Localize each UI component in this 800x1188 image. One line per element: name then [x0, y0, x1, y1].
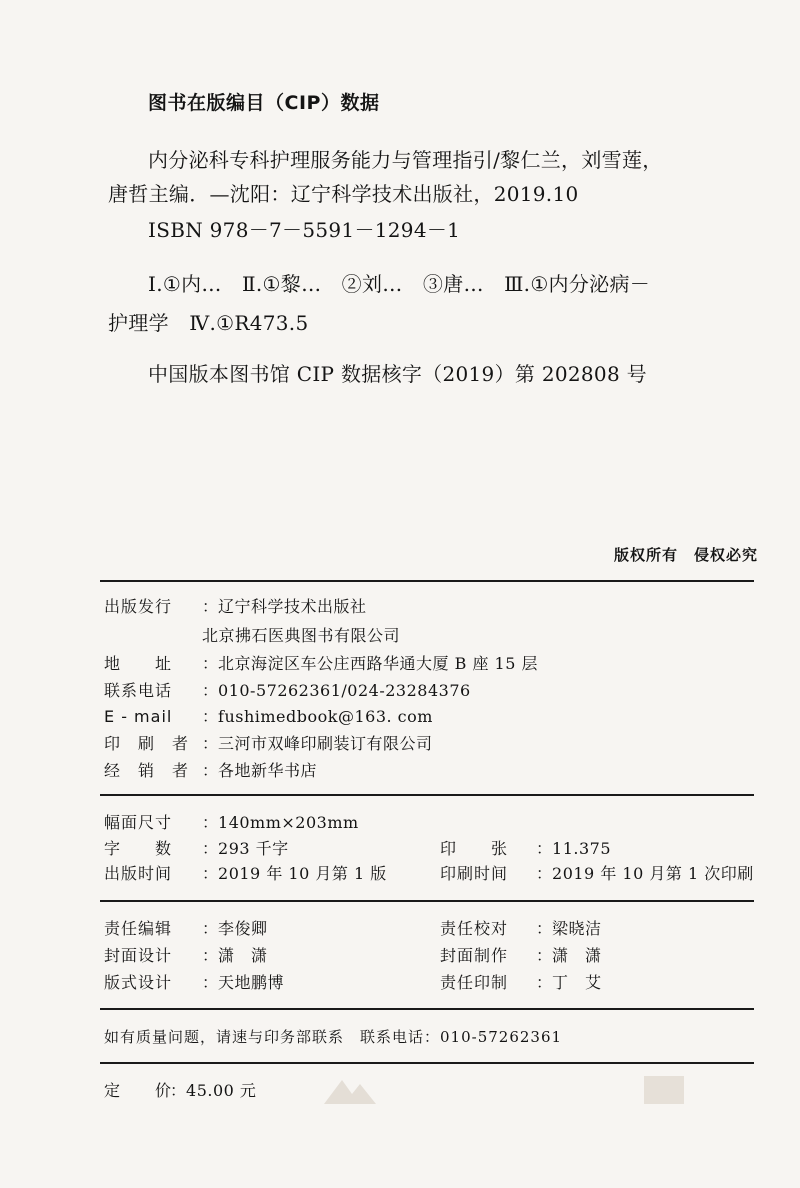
divider-rule [100, 900, 754, 902]
divider-rule [100, 794, 754, 796]
cip-heading: 图书在版编目（CIP）数据 [148, 92, 380, 114]
colon: ： [202, 946, 219, 965]
publisher-row [104, 596, 367, 618]
print-resp-value: 丁 艾 [552, 973, 602, 992]
colon: ： [202, 707, 219, 726]
phone-label: 联系电话 [104, 681, 173, 700]
address-row [104, 653, 538, 675]
colon: ： [202, 597, 219, 616]
editor-row [104, 918, 268, 940]
printdate-value: 2019 年 10 月第 1 次印刷 [552, 864, 754, 883]
size-value: 140mm×203mm [218, 813, 359, 832]
address-value: 北京海淀区车公庄西路华通大厦 B 座 15 层 [218, 654, 538, 673]
distributor-label: 经 销 者 [104, 761, 190, 780]
email-label: E - mail [104, 707, 173, 726]
pubdate-label: 出版时间 [104, 864, 173, 883]
cover-design-row [104, 945, 268, 967]
layout-design-row [104, 972, 284, 994]
colon: ： [202, 681, 219, 700]
colon: ： [536, 839, 553, 858]
colon: ： [170, 1081, 187, 1100]
colon: ： [536, 973, 553, 992]
bleed-through-publisher-logo-icon [640, 1072, 688, 1108]
editor-value: 李俊卿 [218, 919, 268, 938]
colon: ： [202, 839, 219, 858]
contact-note-text: 如有质量问题，请速与印务部联系 联系电话：010-57262361 [104, 1028, 563, 1046]
print-resp-label: 责任印制 [440, 973, 509, 992]
printdate-row [440, 863, 754, 885]
phone-row [104, 680, 471, 702]
price-row [104, 1080, 256, 1102]
colon: ： [202, 973, 219, 992]
cip-line-classification-cont: 护理学 Ⅳ.①R473.5 [108, 311, 309, 335]
colon: ： [202, 813, 219, 832]
phone-value: 010-57262361/024-23284376 [218, 681, 471, 700]
address-label: 地 址 [104, 654, 173, 673]
cover-design-value: 潇 潇 [218, 946, 268, 965]
cip-line-title: 内分泌科专科护理服务能力与管理指引/黎仁兰，刘雪莲， [148, 148, 663, 172]
colon: ： [202, 734, 219, 753]
colon: ： [202, 864, 219, 883]
size-label: 幅面尺寸 [104, 813, 173, 832]
publisher-label: 出版发行 [104, 597, 173, 616]
price-value: 45.00 元 [186, 1081, 257, 1100]
printer-label: 印 刷 者 [104, 734, 190, 753]
cover-make-value: 潇 潇 [552, 946, 602, 965]
cip-line-isbn: ISBN 978－7－5591－1294－1 [148, 218, 461, 242]
proof-label: 责任校对 [440, 919, 509, 938]
distributor-row [104, 760, 317, 782]
divider-rule [100, 1008, 754, 1010]
sheets-row [440, 838, 611, 860]
words-label: 字 数 [104, 839, 173, 858]
cover-make-row [440, 945, 602, 967]
proof-row [440, 918, 602, 940]
contact-note [104, 1026, 562, 1048]
cip-line-editors: 唐哲主编．—沈阳：辽宁科学技术出版社，2019.10 [108, 182, 579, 206]
colon: ： [202, 654, 219, 673]
printdate-label: 印刷时间 [440, 864, 509, 883]
print-resp-row [440, 972, 602, 994]
colon: ： [202, 761, 219, 780]
bleed-through-logo-icon [320, 1074, 380, 1108]
divider-rule [100, 1062, 754, 1064]
price-label: 定 价 [104, 1081, 173, 1100]
colon: ： [202, 919, 219, 938]
words-row [104, 838, 289, 860]
email-value: fushimedbook@163. com [218, 707, 433, 726]
copyright-notice: 版权所有 侵权必究 [613, 546, 758, 564]
distributor-value: 各地新华书店 [218, 761, 318, 780]
divider-rule [100, 580, 754, 582]
colon: ： [536, 864, 553, 883]
printer-row [104, 733, 433, 755]
layout-design-label: 版式设计 [104, 973, 173, 992]
printer-value: 三河市双峰印刷装订有限公司 [218, 734, 433, 753]
publisher-value-2: 北京拂石医典图书有限公司 [202, 626, 401, 645]
layout-design-value: 天地鹏博 [218, 973, 285, 992]
publisher-value: 辽宁科学技术出版社 [218, 597, 367, 616]
cover-make-label: 封面制作 [440, 946, 509, 965]
publisher-row-2 [202, 625, 400, 647]
cover-design-label: 封面设计 [104, 946, 173, 965]
editor-label: 责任编辑 [104, 919, 173, 938]
email-row [104, 706, 433, 728]
size-row [104, 812, 359, 834]
pubdate-value: 2019 年 10 月第 1 版 [218, 864, 387, 883]
words-value: 293 千字 [218, 839, 289, 858]
cip-line-classification: Ⅰ.①内… Ⅱ.①黎… ②刘… ③唐… Ⅲ.①内分泌病－ [148, 272, 651, 296]
proof-value: 梁晓洁 [552, 919, 602, 938]
sheets-label: 印 张 [440, 839, 509, 858]
colon: ： [536, 946, 553, 965]
sheets-value: 11.375 [552, 839, 611, 858]
pubdate-row [104, 863, 387, 885]
colon: ： [536, 919, 553, 938]
cip-line-record-number: 中国版本图书馆 CIP 数据核字（2019）第 202808 号 [148, 362, 647, 386]
